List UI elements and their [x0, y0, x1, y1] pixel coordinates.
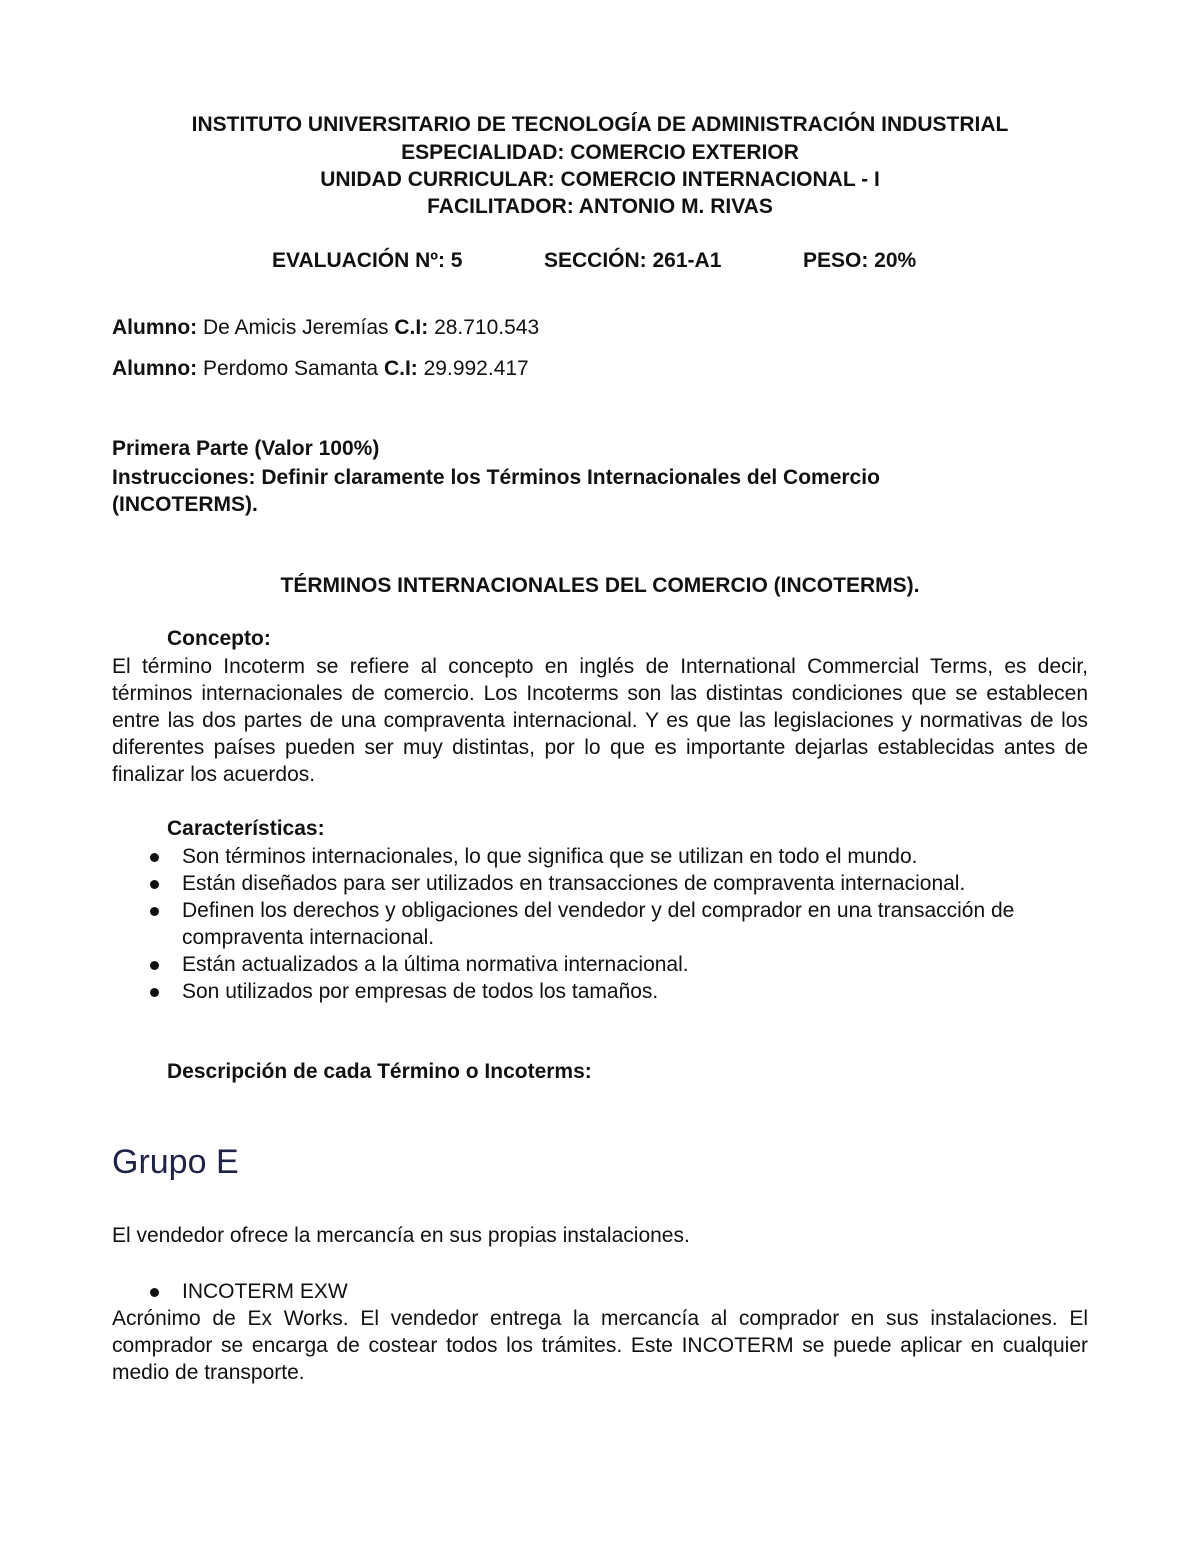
ci-number: 29.992.417	[423, 357, 529, 380]
list-item: Son términos internacionales, lo que significa que se utilizan en todo el mundo.	[112, 843, 1102, 870]
bullet-icon	[150, 853, 159, 862]
student-line	[112, 316, 539, 340]
specialty: ESPECIALIDAD: COMERCIO EXTERIOR	[401, 141, 799, 164]
bullet-icon	[150, 961, 159, 970]
group-e-list	[112, 1278, 1102, 1305]
part-title: Primera Parte (Valor 100%)	[112, 437, 380, 460]
list-item: Están actualizados a la última normativa internacional.	[112, 951, 1102, 978]
student-label: Alumno:	[112, 357, 198, 380]
features-list	[112, 843, 1102, 1005]
curricular-unit: UNIDAD CURRICULAR: COMERCIO INTERNACIONAL - I	[320, 168, 880, 191]
ci-number: 28.710.543	[434, 316, 540, 339]
student-line	[112, 357, 529, 381]
student-name: De Amicis Jeremías	[203, 316, 389, 339]
evaluation-number: EVALUACIÓN Nº: 5	[272, 249, 463, 272]
list-item: Son utilizados por empresas de todos los tamaños.	[112, 978, 1102, 1005]
description-heading: Descripción de cada Término o Incoterms:	[167, 1060, 592, 1083]
features-heading: Características:	[167, 817, 325, 840]
instructions-line: Instrucciones: Definir claramente los Términos Internacionales del Comercio	[112, 466, 880, 489]
group-e-intro: El vendedor ofrece la mercancía en sus propias instalaciones.	[112, 1224, 690, 1247]
list-item: Están diseñados para ser utilizados en transacciones de compraventa internacional.	[112, 870, 1102, 897]
student-name: Perdomo Samanta	[203, 357, 379, 380]
bullet-icon	[150, 907, 159, 916]
weight: PESO: 20%	[803, 249, 917, 272]
facilitator: FACILITADOR: ANTONIO M. RIVAS	[427, 195, 773, 218]
bullet-icon	[150, 1288, 159, 1297]
bullet-icon	[150, 880, 159, 889]
institution-name: INSTITUTO UNIVERSITARIO DE TECNOLOGÍA DE ADMINISTRACIÓN INDUSTRIAL	[191, 113, 1009, 136]
ci-label: C.I:	[394, 316, 429, 339]
exw-description: Acrónimo de Ex Works. El vendedor entrega la mercancía al comprador en sus instalaciones. El comprador se encarga de costear todos los trámites. Este INCOTERM se puede aplicar en cualquier medio de transporte.	[112, 1307, 1088, 1384]
section-code: SECCIÓN: 261-A1	[544, 249, 722, 272]
bullet-icon	[150, 988, 159, 997]
ci-label: C.I:	[383, 357, 418, 380]
list-item: INCOTERM EXW	[112, 1278, 1102, 1305]
concept-heading: Concepto:	[167, 627, 271, 650]
section-title: TÉRMINOS INTERNACIONALES DEL COMERCIO (INCOTERMS).	[280, 574, 920, 597]
instructions-line: (INCOTERMS).	[112, 493, 258, 516]
concept-body: El término Incoterm se refiere al concepto en inglés de International Commercial Terms, es decir, términos internacionales de comercio. Los Incoterms son las distintas condiciones que se establecen entre las dos partes de una compraventa internacional. Y es que las legislaciones y normativas de los diferentes países pueden ser muy distintas, por lo que es importante dejarlas establecidas antes de finalizar los acuerdos.	[112, 655, 1088, 786]
list-item: Definen los derechos y obligaciones del vendedor y del comprador en una transacción de compraventa internacional.	[112, 897, 1102, 951]
group-e-title: Grupo E	[112, 1143, 239, 1181]
student-label: Alumno:	[112, 316, 198, 339]
